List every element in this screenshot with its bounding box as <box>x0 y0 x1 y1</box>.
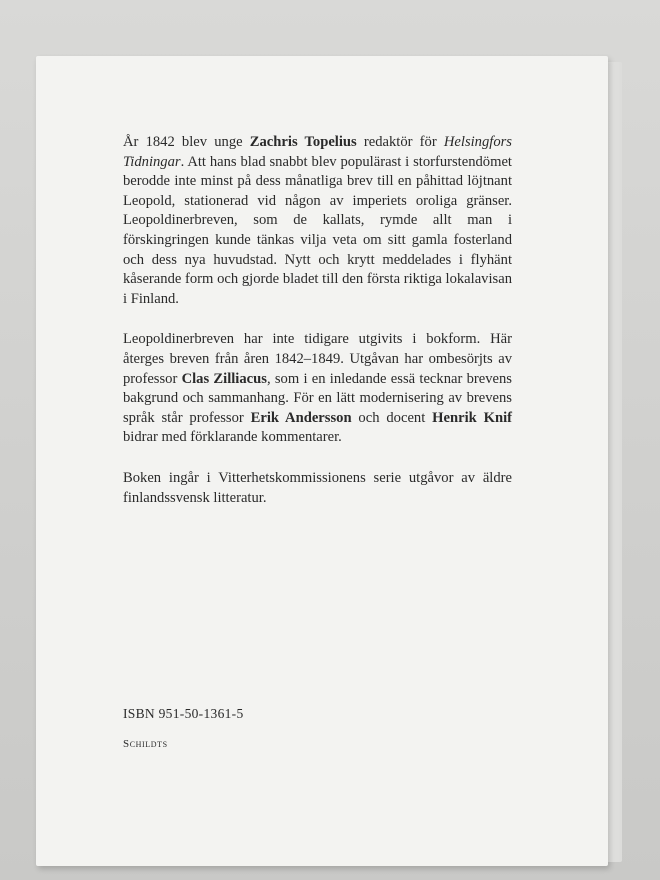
back-cover-blurb <box>123 133 512 529</box>
blurb-paragraph-1 <box>123 133 512 309</box>
blurb-paragraph-2 <box>123 330 512 448</box>
publisher-imprint: Schildts <box>123 738 168 750</box>
blurb-text-run: Erik Andersson <box>250 409 352 426</box>
blurb-text-run: Zachris Topelius <box>249 134 357 150</box>
blurb-text-run: bidrar med förklarande kommentarer. <box>123 429 342 446</box>
blurb-text-run: Henrik Knif <box>432 409 513 426</box>
blurb-text-run: Clas Zilliacus <box>181 370 267 387</box>
isbn-number: ISBN 951-50-1361-5 <box>123 706 244 721</box>
blurb-text-run: . Att hans blad snabbt blev populärast i storfurstendömet berodde inte minst på dess månatliga brev till en påhittad löjtnant Leopold, stationerad vid någon av imperiets oroliga gränser. Leopoldinerbreven, som de kallats, rymde allt man i förskingringen kunde tänkas vilja veta om sitt gamla fosterland och dess nya huvudstad. Nytt och krytt meddelades i flyhänt kåserande form och gjorde bladet till den första riktiga lokalavisan i Finland. <box>123 153 512 307</box>
blurb-text-run: och docent <box>351 409 433 426</box>
blurb-paragraph-3 <box>123 469 512 508</box>
blurb-text-run: , som i en inledande essä tecknar brevens bakgrund och sammanhang. För en lätt modernisering av brevens språk står professor <box>123 370 512 426</box>
blurb-text-run: Leopoldinerbreven har inte tidigare utgivits i bokform. Här återges breven från åren 1842–1849. Utgåvan har ombesörjts av professor <box>123 331 512 387</box>
blurb-text-run: År 1842 blev unge <box>123 134 250 150</box>
blurb-text-run: Boken ingår i Vitterhetskommissionens serie utgåvor av äldre finlandssvensk litteratur. <box>123 469 512 506</box>
blurb-text-run: Helsingfors Tidningar <box>123 134 512 170</box>
blurb-text-run: redaktör för <box>356 134 444 150</box>
